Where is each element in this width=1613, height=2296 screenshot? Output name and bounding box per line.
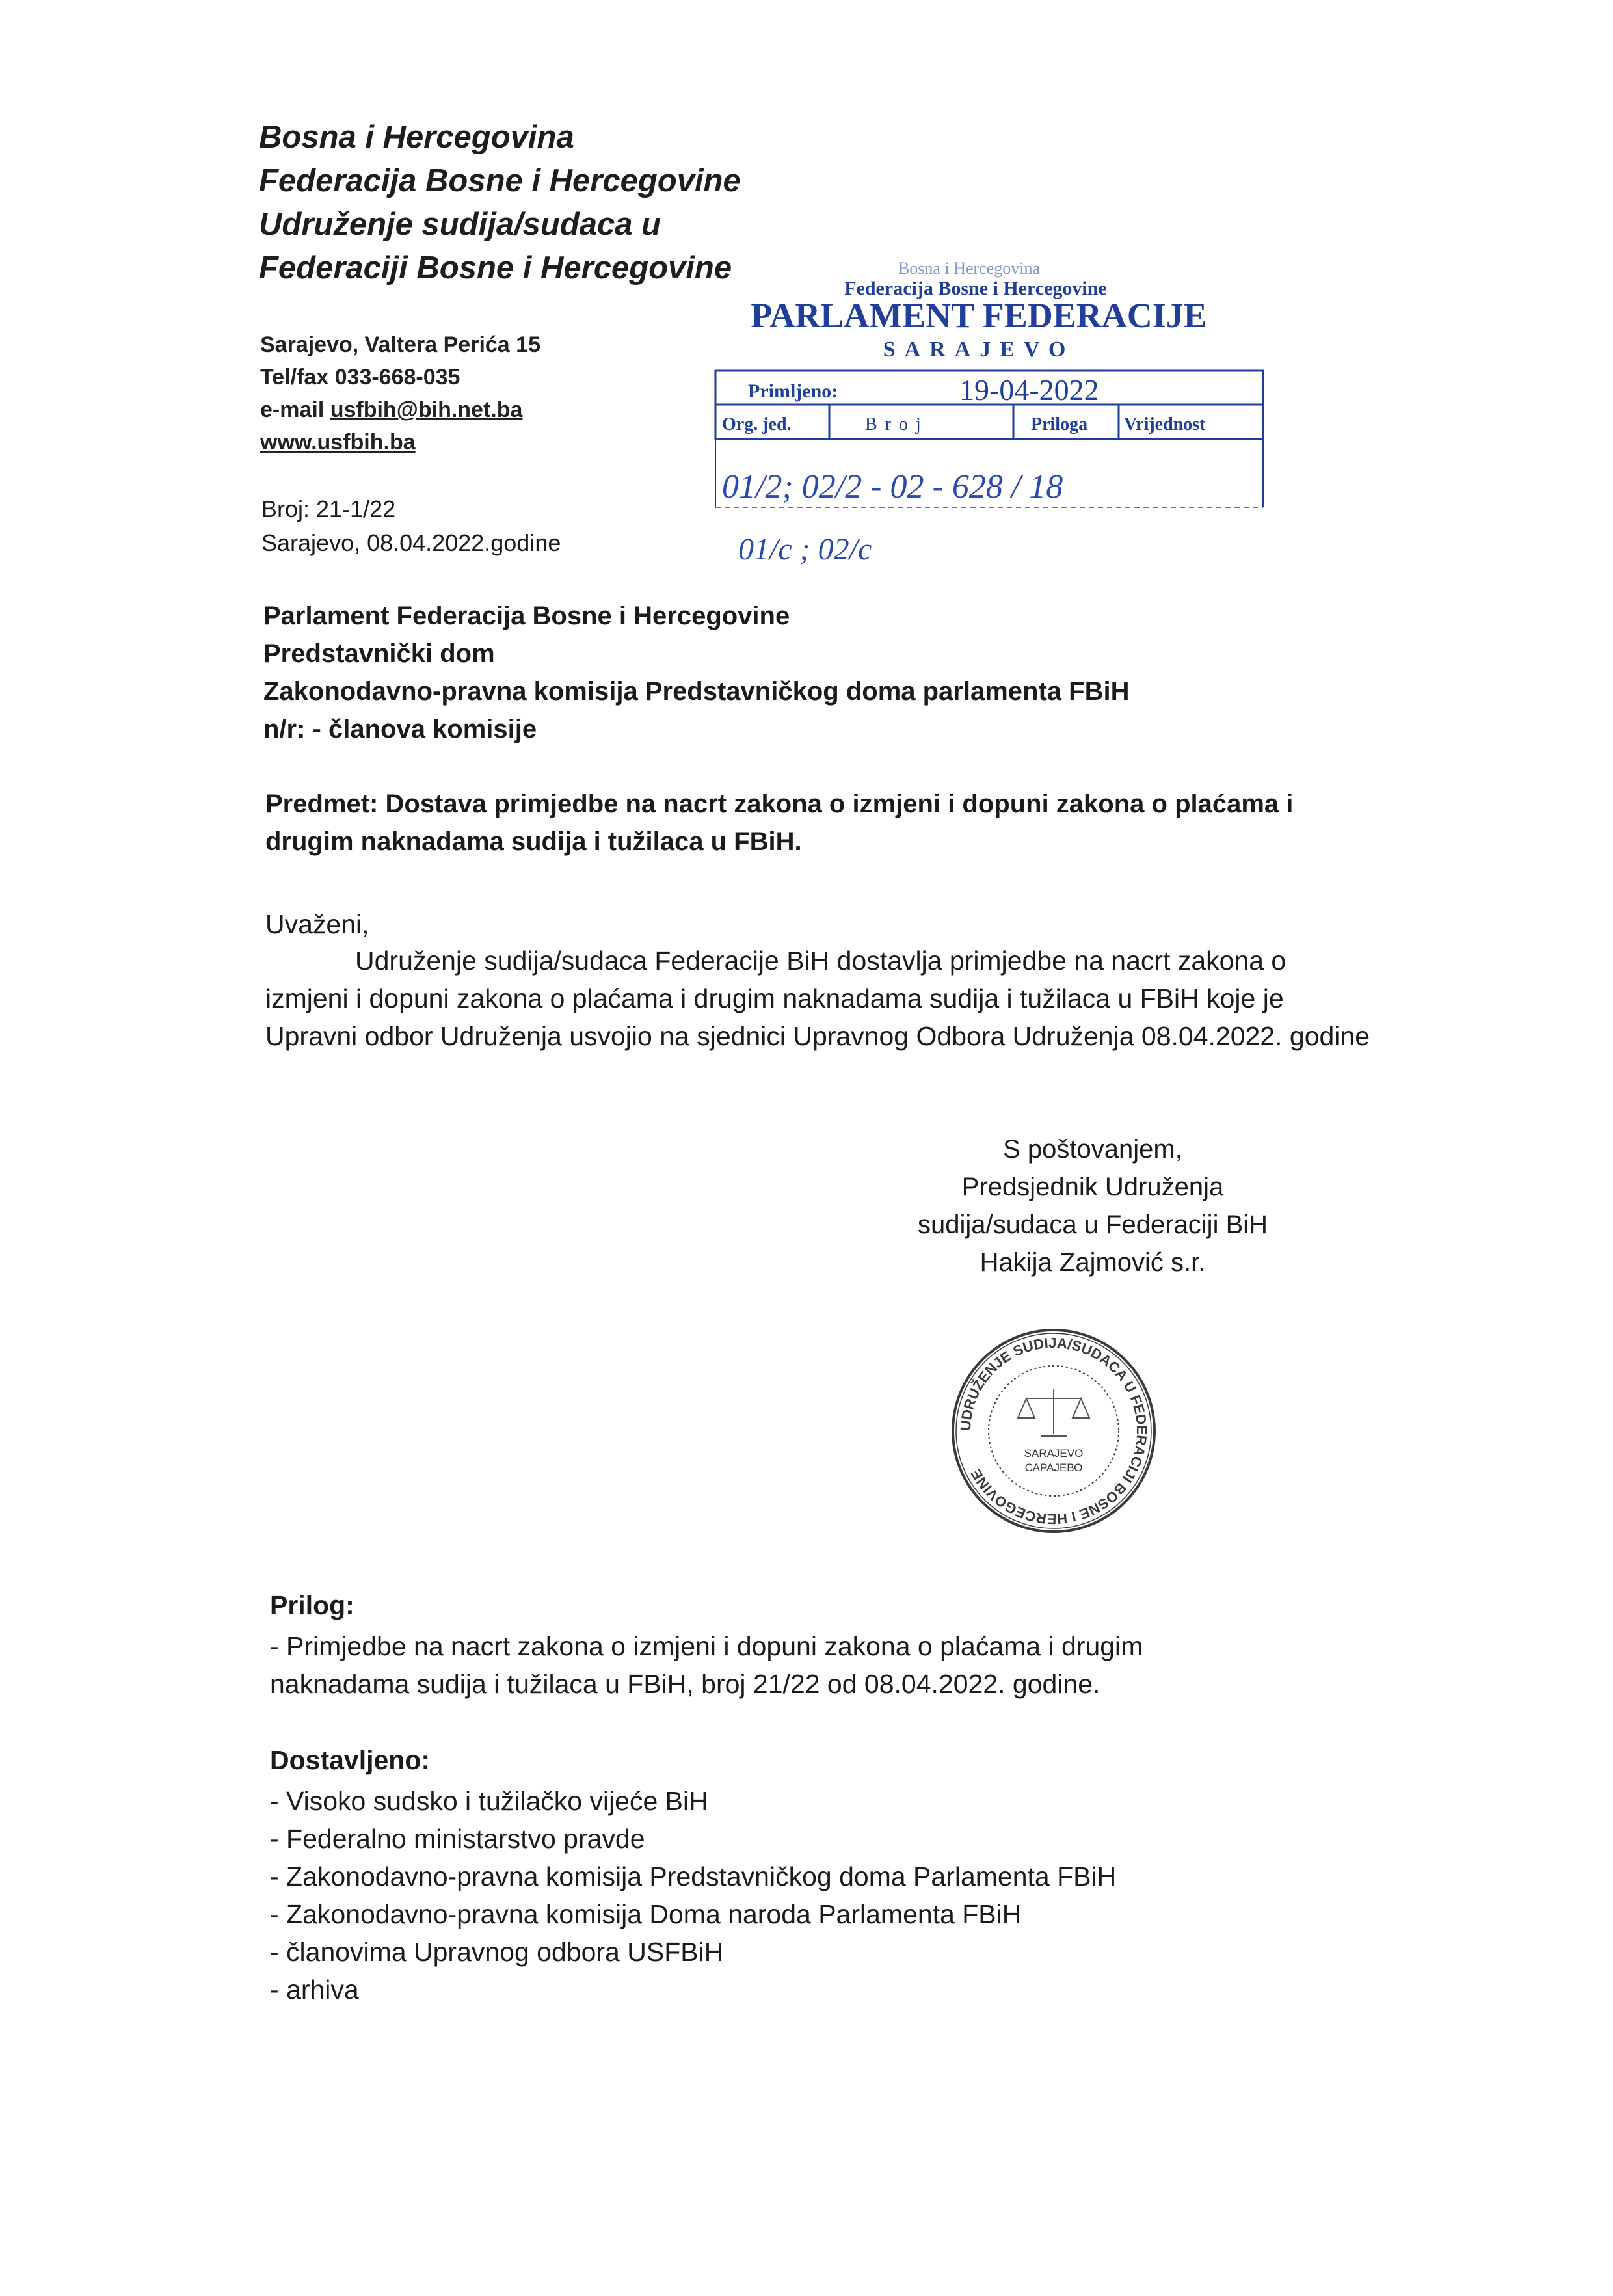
stamp-handwritten-extra: 01/c ; 02/c [738, 532, 872, 567]
list-item: - Federalno ministarstvo pravde [270, 1824, 645, 1854]
reference-place-date: Sarajevo, 08.04.2022.godine [261, 529, 561, 556]
recipient-line: Zakonodavno-pravna komisija Predstavničkog doma parlamenta FBiH [263, 677, 1130, 706]
seal-city-cyrillic: САРАЈЕВО [1024, 1462, 1083, 1474]
recipient-line: n/r: - članova komisije [263, 715, 537, 743]
reference-block [261, 492, 561, 560]
list-item: - članovima Upravnog odbora USFBiH [270, 1937, 724, 1967]
stamp-line-3: PARLAMENT FEDERACIJE [751, 296, 1207, 335]
signature-block [878, 1130, 1307, 1281]
list-item: - Zakonodavno-pravna komisija Predstavničkog doma Parlamenta FBiH [270, 1862, 1117, 1891]
stamp-received-date: 19-04-2022 [959, 373, 1099, 407]
attachment-heading: Prilog: [270, 1590, 354, 1620]
recipient-line: Predstavnički dom [263, 639, 495, 668]
email-link[interactable]: usfbih@bih.net.ba [330, 397, 523, 422]
registry-stamp [702, 250, 1275, 569]
contact-block [260, 328, 540, 459]
reference-number: Broj: 21-1/22 [261, 496, 396, 522]
body-paragraph-text: Udruženje sudija/sudaca Federacije BiH dostavlja primjedbe na nacrt zakona o izmjeni i dopuni zakona o plaćama i drugim naknadama sudija i tužilaca u FBiH koje je Upravni odbor Udruženja usvojio na sjednici Upravnog Odbora Udruženja 08.04.2022. godine [265, 946, 1370, 1051]
association-seal [950, 1327, 1158, 1535]
email-row [260, 394, 540, 426]
stamp-col-priloga: Priloga [1031, 414, 1088, 434]
signature-line: sudija/sudaca u Federaciji BiH [917, 1210, 1268, 1239]
letterhead-line: Udruženje sudija/sudaca u [259, 207, 661, 242]
signature-line: S poštovanjem, [1003, 1135, 1182, 1164]
scales-icon [1018, 1389, 1089, 1436]
stamp-line-1: Bosna i Hercegovina [898, 259, 1041, 278]
seal-outer-text: UDRUŽENJE SUDIJA/SUDACA U FEDERACIJI BOSNE I HERCEGOVINE [957, 1334, 1151, 1528]
signature-line: Hakija Zajmović s.r. [980, 1248, 1206, 1277]
subject: Predmet: Dostava primjedbe na nacrt zakona o izmjeni i dopuni zakona o plaćama i drugim naknadama sudija i tužilaca u FBiH. [265, 790, 1294, 856]
address: Sarajevo, Valtera Perića 15 [260, 332, 540, 357]
list-item: - arhiva [270, 1975, 359, 2005]
stamp-line-4: SARAJEVO [883, 338, 1075, 362]
stamp-col-vrijednost: Vrijednost [1124, 414, 1206, 434]
signature-line: Predsjednik Udruženja [961, 1173, 1224, 1201]
letterhead-line: Federaciji Bosne i Hercegovine [259, 250, 732, 286]
telfax: Tel/fax 033-668-035 [260, 365, 460, 390]
list-item: - Zakonodavno-pravna komisija Doma naroda Parlamenta FBiH [270, 1899, 1022, 1929]
delivered-list [270, 1782, 1116, 2009]
body-paragraph [265, 942, 1371, 1055]
stamp-col-broj: Broj [865, 414, 929, 434]
attachment-text: - Primjedbe na nacrt zakona o izmjeni i dopuni zakona o plaćama i drugim naknadama sudija i tužilaca u FBiH, broj 21/22 od 08.04.2022. godine. [270, 1631, 1143, 1699]
email-label: e-mail [260, 397, 330, 422]
letterhead-line: Federacija Bosne i Hercegovine [259, 163, 741, 198]
list-item: - Visoko sudsko i tužilačko vijeće BiH [270, 1786, 708, 1816]
salutation: Uvaženi, [265, 909, 369, 939]
letterhead-title [259, 116, 741, 290]
letterhead-line: Bosna i Hercegovina [259, 120, 574, 155]
website-link[interactable]: www.usfbih.ba [260, 430, 416, 455]
stamp-handwritten-number: 01/2; 02/2 - 02 - 628 / 18 [722, 468, 1063, 505]
stamp-line-2: Federacija Bosne i Hercegovine [844, 278, 1107, 299]
stamp-received-label: Primljeno: [748, 380, 838, 402]
delivered-heading: Dostavljeno: [270, 1745, 431, 1775]
recipient-line: Parlament Federacija Bosne i Hercegovine [263, 602, 790, 630]
recipient-block [263, 597, 1129, 748]
stamp-col-org: Org. jed. [722, 414, 792, 434]
seal-city-latin: SARAJEVO [1024, 1447, 1084, 1460]
